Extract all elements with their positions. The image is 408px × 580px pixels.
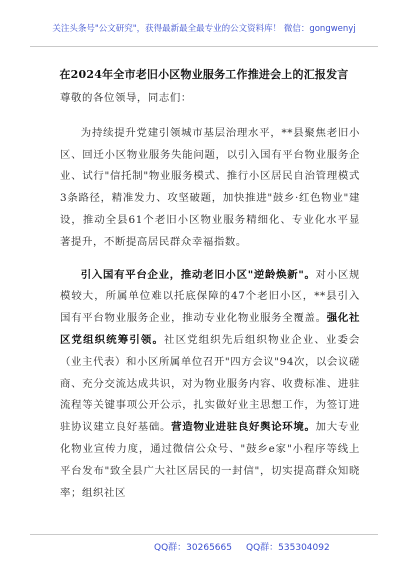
intro-paragraph: 为持续提升党建引领城市基层治理水平，**县聚焦老旧小区、回迁小区物业服务失能问题，以引入国有平台物业服务企业、试行"信托制"物业服务模式、推行小区居民自治管理模式3条路径，精准发力、攻坚破题，加快推进"鼓乡·红色物业"建设，推动全县61个老旧小区物业服务精细化、专业化水平显著提升，不断提高居民群众幸福指数。 [60, 126, 360, 248]
document-body [60, 88, 360, 504]
qq-group-1 [154, 540, 232, 553]
footer-divider [30, 534, 378, 535]
qq-number-2: 535304092 [278, 543, 330, 553]
subsection-2-heading: 营造物业进驻良好舆论环境。 [171, 421, 316, 434]
salutation: 尊敬的各位领导，同志们： [60, 92, 192, 104]
section-1-heading: 引入国有平台企业，推动老旧小区"逆龄焕新"。 [80, 268, 316, 281]
subsection-2-text: 加大专业化物业宣传力度，通过微信公众号、"鼓乡e家"小程序等线上平台发布"致全县广大社区居民的一封信"，切实提高群众知晓率；组织社区 [60, 421, 360, 499]
document-title: 在2024年全市老旧小区物业服务工作推进会上的汇报发言 [59, 68, 349, 81]
subsection-1-text: 社区党组织先后组织物业企业、业委会（业主代表）和小区所属单位召开"四方会议"94次，以会议磋商、充分交流达成共识，对为物业服务内容、收费标准、进驻流程等关键事项公开公示，扎实做好业主思想工作，为签订进驻协议建立良好基础。 [60, 333, 360, 434]
header-notice: 关注头条号"公文研究"，获得最新最全最专业的公文资料库！ 微信：gongwenyj [52, 24, 356, 34]
qq-label-2: QQ群： [246, 543, 279, 553]
subsection-1-heading: 强化社区党组织统筹引领。 [60, 312, 360, 346]
section-1-text: 对小区规模较大，所属单位难以托底保障的47个老旧小区，**县引入国有平台物业服务企业，推动专业化物业服务全覆盖。 [60, 268, 360, 325]
paragraph-gap [60, 254, 360, 265]
header-divider [30, 46, 378, 47]
section-1-paragraph [60, 265, 360, 505]
qq-label-1: QQ群： [154, 543, 187, 553]
qq-number-1: 30265665 [186, 543, 232, 553]
qq-group-2 [246, 540, 330, 553]
